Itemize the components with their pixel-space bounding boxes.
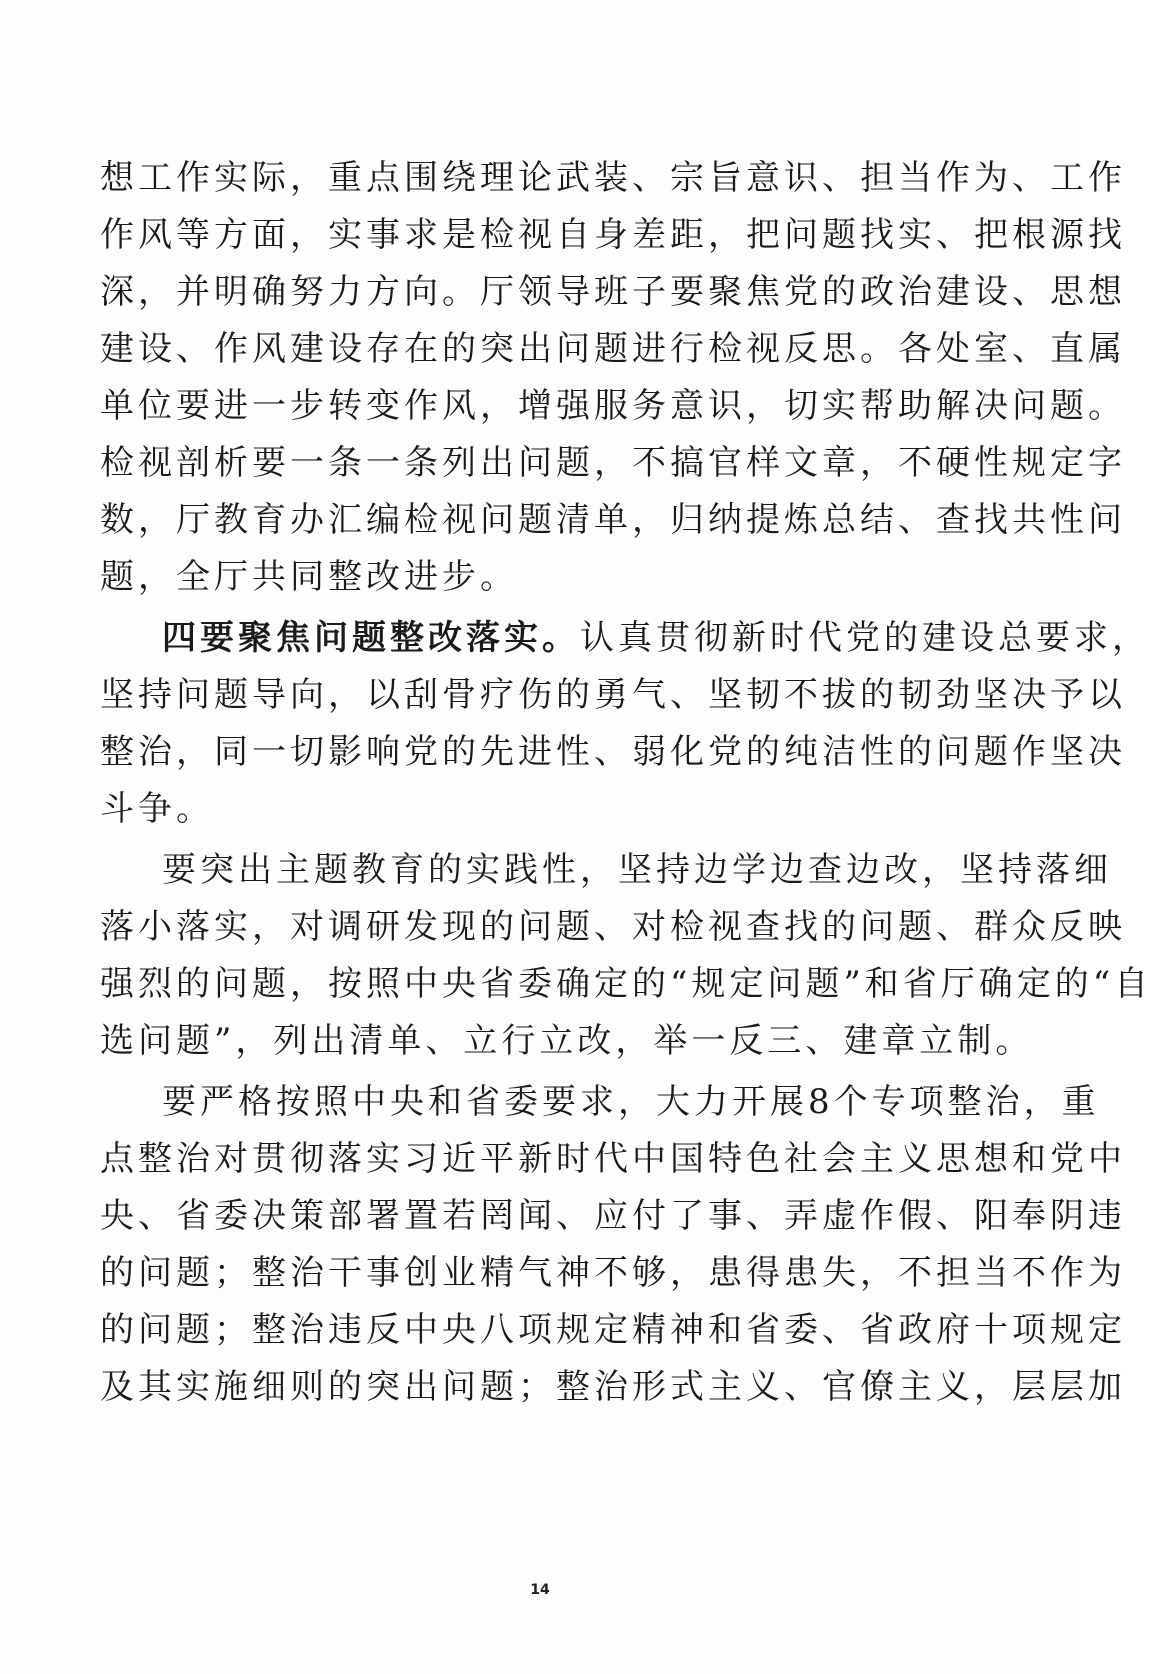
text-line: 的问题；整治干事创业精气神不够，患得患失，不担当不作为 xyxy=(100,1253,1126,1293)
text-line: 建设、作风建设存在的突出问题进行检视反思。各处室、直属 xyxy=(100,329,1126,369)
text-line: 作风等方面，实事求是检视自身差距，把问题找实、把根源找 xyxy=(100,215,1126,255)
text-line: 强烈的问题，按照中央省委确定的“规定问题”和省厅确定的“自 xyxy=(100,964,1152,1004)
text-line: 题，全厅共同整改进步。 xyxy=(100,557,518,597)
paragraph-3 xyxy=(100,842,1152,1070)
text-line: 选问题”，列出清单、立行立改，举一反三、建章立制。 xyxy=(100,1021,1034,1061)
text-line: 的问题；整治违反中央八项规定精神和省委、省政府十项规定 xyxy=(100,1310,1126,1350)
paragraph-4 xyxy=(100,1074,1126,1416)
text-line: 数，厅教育办汇编检视问题清单，归纳提炼总结、查找共性问 xyxy=(100,500,1126,540)
text-line: 单位要进一步转变作风，增强服务意识，切实帮助解决问题。 xyxy=(100,386,1126,426)
text-line: 落小落实，对调研发现的问题、对检视查找的问题、群众反映 xyxy=(100,907,1126,947)
text-line: 及其实施细则的突出问题；整治形式主义、官僚主义，层层加 xyxy=(100,1367,1126,1407)
text-line: 要突出主题教育的实践性，坚持边学边查边改，坚持落细 xyxy=(162,850,1112,890)
document-body xyxy=(100,150,1152,1416)
paragraph-2 xyxy=(100,610,1150,838)
paragraph-1 xyxy=(100,150,1126,606)
text-line: 检视剖析要一条一条列出问题，不搞官样文章，不硬性规定字 xyxy=(100,443,1126,483)
text-line: 斗争。 xyxy=(100,789,214,829)
text-line: 要严格按照中央和省委要求，大力开展8个专项整治，重 xyxy=(162,1082,1100,1122)
text-line: 深，并明确努力方向。厅领导班子要聚焦党的政治建设、思想 xyxy=(100,272,1126,312)
section-heading: 四要聚焦问题整改落实。 xyxy=(162,618,580,658)
text-line: 想工作实际，重点围绕理论武装、宗旨意识、担当作为、工作 xyxy=(100,158,1126,198)
text-line xyxy=(100,610,1150,667)
page-number: 14 xyxy=(530,1582,550,1598)
text-line: 整治，同一切影响党的先进性、弱化党的纯洁性的问题作坚决 xyxy=(100,732,1126,772)
text-line: 点整治对贯彻落实习近平新时代中国特色社会主义思想和党中 xyxy=(100,1139,1126,1179)
heading-line-text: 认真贯彻新时代党的建设总要求， xyxy=(580,618,1150,658)
text-line: 坚持问题导向，以刮骨疗伤的勇气、坚韧不拔的韧劲坚决予以 xyxy=(100,675,1126,715)
text-line: 央、省委决策部署置若罔闻、应付了事、弄虚作假、阳奉阴违 xyxy=(100,1196,1126,1236)
